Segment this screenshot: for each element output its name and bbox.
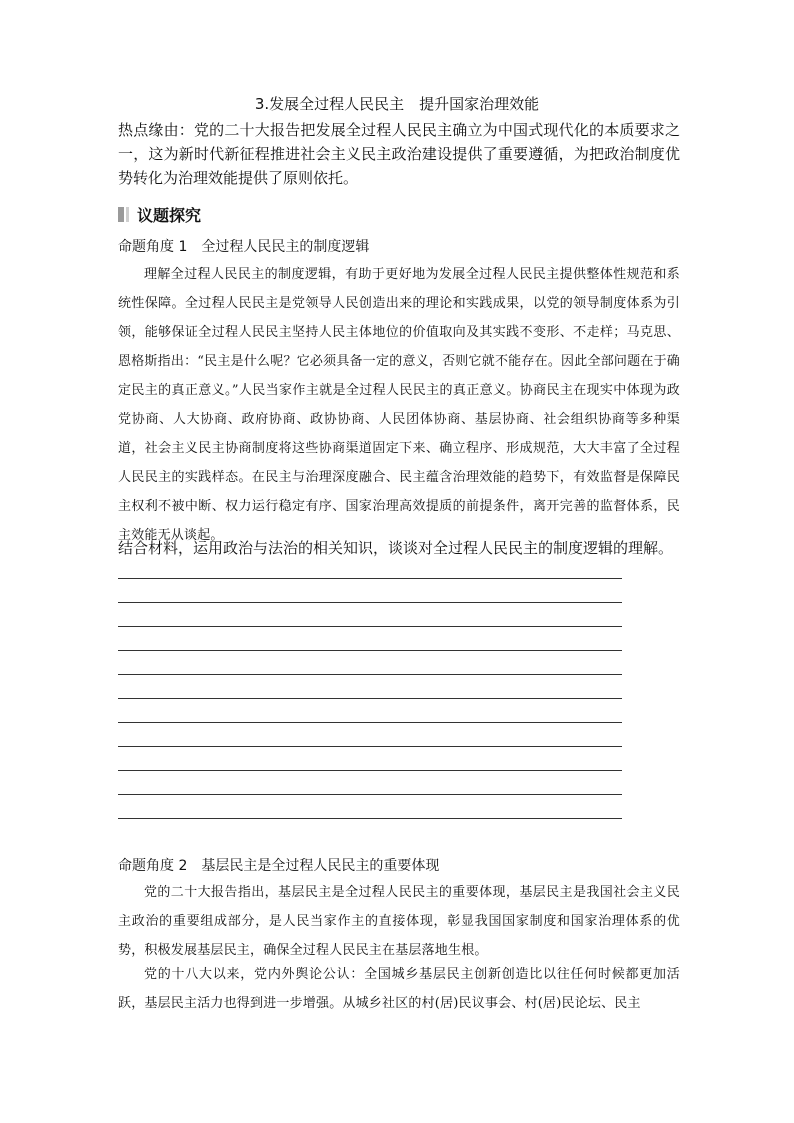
heading-marker-accent-icon: [126, 207, 129, 222]
answer-line: [118, 698, 622, 699]
answer-line: [118, 770, 622, 771]
angle1-question: 结合材料，运用政治与法治的相关知识，谈谈对全过程人民民主的制度逻辑的理解。: [118, 539, 674, 557]
answer-line: [118, 722, 622, 723]
answer-line: [118, 746, 622, 747]
answer-line: [118, 626, 622, 627]
heading-marker-icon: [118, 207, 124, 222]
angle1-label: 命题角度 1 全过程人民民主的制度逻辑: [118, 239, 370, 255]
page-title: 3.发展全过程人民民主 提升国家治理效能: [254, 95, 540, 113]
answer-line: [118, 674, 622, 675]
hot-topic-paragraph: 热点缘由：党的二十大报告把发展全过程人民民主确立为中国式现代化的本质要求之一，这为新时代新征程推进社会主义民主政治建设提供了重要遵循，为把政治制度优势转化为治理效能提供了原则依托。: [118, 121, 680, 187]
angle2-material-1: 党的二十大报告指出，基层民主是全过程人民民主的重要体现，基层民主是我国社会主义民主政治的重要组成部分，是人民当家作主的直接体现，彰显我国国家制度和国家治理体系的优势，积极发展基层民主，确保全过程人民民主在基层落地生根。: [118, 885, 680, 958]
answer-line: [118, 650, 622, 651]
angle2-label: 命题角度 2 基层民主是全过程人民民主的重要体现: [118, 858, 440, 874]
answer-line: [118, 578, 622, 579]
answer-line: [118, 794, 622, 795]
answer-line: [118, 602, 622, 603]
section-heading: [118, 202, 201, 226]
section-heading-text: 议题探究: [137, 205, 202, 225]
answer-line: [118, 818, 622, 819]
angle1-material: 理解全过程人民民主的制度逻辑，有助于更好地为发展全过程人民民主提供整体性规范和系统性保障。全过程人民民主是党领导人民创造出来的理论和实践成果，以党的领导制度体系为引领，能够保证全过程人民民主坚持人民主体地位的价值取向及其实践不变形、不走样；马克思、恩格斯指出：“民主是什么呢？它必须具备一定的意义，否则它就不能存在。因此全部问题在于确定民主的真正意义。”人民当家作主就是全过程人民民主的真正意义。协商民主在现实中体现为政党协商、人大协商、政府协商、政协协商、人民团体协商、基层协商、社会组织协商等多种渠道，社会主义民主协商制度将这些协商渠道固定下来、确立程序、形成规范，大大丰富了全过程人民民主的实践样态。在民主与治理深度融合、民主蕴含治理效能的趋势下，有效监督是保障民主权利不被中断、权力运行稳定有序、国家治理高效提质的前提条件，离开完善的监督体系，民主效能无从谈起。: [118, 267, 680, 543]
angle2-material-2: 党的十八大以来，党内外舆论公认：全国城乡基层民主创新创造比以往任何时候都更加活跃，基层民主活力也得到进一步增强。从城乡社区的村(居)民议事会、村(居)民论坛、民主: [118, 967, 680, 1011]
